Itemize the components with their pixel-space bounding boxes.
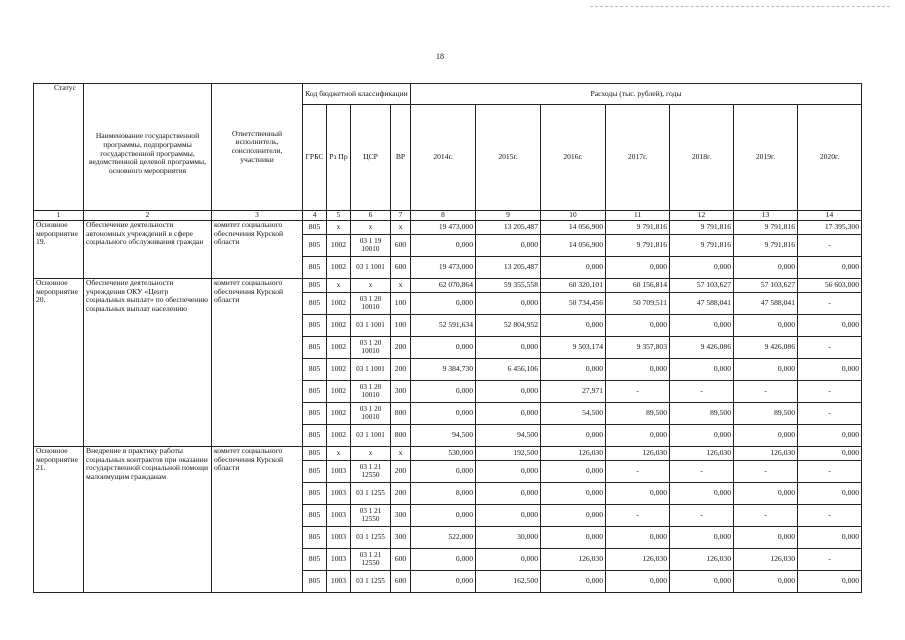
vr-cell: 300 [391,505,411,527]
grbs-cell: 805 [303,221,327,235]
column-number: 14 [798,211,862,221]
header-year-2017: 2017г. [606,105,670,211]
budget-table [33,83,862,593]
vr-cell: 600 [391,257,411,279]
expense-value-cell: 0,000 [670,257,734,279]
expense-value-cell: 0,000 [411,571,476,593]
vr-cell: 300 [391,527,411,549]
expense-value-cell: - [734,381,798,403]
expense-value-cell: 0,000 [798,527,862,549]
expense-value-cell: 56 603,000 [798,279,862,293]
expense-value-cell: 0,000 [798,571,862,593]
expense-value-cell: 0,000 [541,571,606,593]
expense-value-cell: 530,000 [411,447,476,461]
expense-value-cell: 0,000 [411,461,476,483]
expense-value-cell: 0,000 [541,505,606,527]
expense-value-cell: 0,000 [476,505,541,527]
vr-cell: 200 [391,483,411,505]
rzpr-cell: 1003 [327,549,351,571]
expense-value-cell: - [798,461,862,483]
expense-value-cell: 0,000 [670,571,734,593]
expense-value-cell: 0,000 [798,257,862,279]
expense-value-cell: 27,971 [541,381,606,403]
expense-value-cell: 9 426,086 [670,337,734,359]
expense-value-cell: 54,500 [541,403,606,425]
csr-cell: 03 1 20 10010 [351,337,391,359]
csr-cell: 03 1 1001 [351,315,391,337]
header-rzpr: Рз Пр [327,105,351,211]
responsible-cell: комитет социального обеспечения Курской области [212,221,303,279]
responsible-cell: комитет социального обеспечения Курской области [212,279,303,447]
csr-cell: х [351,221,391,235]
grbs-cell: 805 [303,483,327,505]
expense-value-cell: 0,000 [798,483,862,505]
expense-value-cell: 60 156,814 [606,279,670,293]
column-number: 1 [34,211,84,221]
expense-value-cell: 0,000 [541,315,606,337]
rzpr-cell: 1003 [327,571,351,593]
header-vr: ВР [391,105,411,211]
expense-value-cell: 0,000 [606,257,670,279]
program-name-cell: Обеспечение деятельности учреждения ОКУ «Центр социальных выплат» по обеспечению социальных выплат населению [84,279,212,447]
expense-value-cell: - [798,337,862,359]
expense-value-cell: 126,030 [734,549,798,571]
vr-cell: 600 [391,235,411,257]
expense-value-cell: 0,000 [734,527,798,549]
expense-value-cell: 52 591,634 [411,315,476,337]
vr-cell: 800 [391,425,411,447]
csr-cell: 03 1 21 12550 [351,505,391,527]
expense-value-cell: 0,000 [734,315,798,337]
expense-value-cell: 17 395,300 [798,221,862,235]
grbs-cell: 805 [303,505,327,527]
expense-value-cell: 50 709,511 [606,293,670,315]
expense-value-cell: 9 791,816 [606,235,670,257]
expense-value-cell: 30,000 [476,527,541,549]
expense-value-cell: 59 355,558 [476,279,541,293]
header-year-2016: 2016г. [541,105,606,211]
expense-value-cell: 0,000 [411,293,476,315]
expense-value-cell: 0,000 [476,293,541,315]
expense-value-cell: 0,000 [606,315,670,337]
header-expenses: Расходы (тыс. рублей), годы [411,84,862,105]
expense-value-cell: 9 791,816 [670,235,734,257]
expense-value-cell: 126,030 [606,549,670,571]
header-grbs: ГРБС [303,105,327,211]
expense-value-cell: - [798,235,862,257]
expense-value-cell: 0,000 [606,359,670,381]
expense-value-cell: 0,000 [411,235,476,257]
expense-value-cell: 0,000 [606,527,670,549]
expense-value-cell: 0,000 [411,549,476,571]
expense-value-cell: 0,000 [411,337,476,359]
expense-value-cell: - [798,381,862,403]
expense-value-cell: 0,000 [670,425,734,447]
expense-value-cell: 9 791,816 [734,221,798,235]
expense-value-cell: 126,030 [670,549,734,571]
expense-value-cell: 0,000 [606,425,670,447]
vr-cell: 200 [391,337,411,359]
column-number: 7 [391,211,411,221]
expense-value-cell: 60 320,101 [541,279,606,293]
table-row [34,279,862,293]
column-number: 2 [84,211,212,221]
header-csr: ЦСР [351,105,391,211]
expense-value-cell: 0,000 [541,527,606,549]
status-cell: Основное мероприятие 20. [34,279,84,447]
expense-value-cell: 9 791,816 [606,221,670,235]
expense-value-cell: 0,000 [411,505,476,527]
expense-value-cell: 9 791,816 [670,221,734,235]
expense-value-cell: 0,000 [734,257,798,279]
table-body [34,211,862,593]
vr-cell: х [391,447,411,461]
expense-value-cell: 89,500 [670,403,734,425]
expense-value-cell: - [798,549,862,571]
rzpr-cell: 1002 [327,235,351,257]
header-status: Статус [34,84,84,211]
expense-value-cell: 0,000 [541,359,606,381]
expense-value-cell: 19 473,000 [411,221,476,235]
column-number: 8 [411,211,476,221]
grbs-cell: 805 [303,461,327,483]
expense-value-cell: 9 503,174 [541,337,606,359]
expense-value-cell: - [798,293,862,315]
expense-value-cell: 126,030 [541,549,606,571]
expense-value-cell: 89,500 [734,403,798,425]
grbs-cell: 805 [303,279,327,293]
rzpr-cell: х [327,279,351,293]
expense-value-cell: 57 103,627 [734,279,798,293]
column-number: 5 [327,211,351,221]
status-cell: Основное мероприятие 19. [34,221,84,279]
expense-value-cell: - [606,505,670,527]
vr-cell: 200 [391,359,411,381]
expense-value-cell: 9 384,730 [411,359,476,381]
grbs-cell: 805 [303,527,327,549]
grbs-cell: 805 [303,381,327,403]
expense-value-cell: - [606,381,670,403]
rzpr-cell: 1003 [327,505,351,527]
expense-value-cell: 9 791,816 [734,235,798,257]
expense-value-cell: 0,000 [476,403,541,425]
expense-value-cell: 0,000 [476,483,541,505]
grbs-cell: 805 [303,425,327,447]
header-year-2020: 2020г. [798,105,862,211]
expense-value-cell: 0,000 [476,461,541,483]
csr-cell: 03 1 20 10010 [351,293,391,315]
expense-value-cell: 50 734,456 [541,293,606,315]
expense-value-cell: 47 588,041 [734,293,798,315]
expense-value-cell: 89,500 [606,403,670,425]
expense-value-cell: 8,000 [411,483,476,505]
expense-value-cell: 0,000 [476,337,541,359]
expense-value-cell: 14 056,900 [541,221,606,235]
expense-value-cell: 0,000 [670,483,734,505]
expense-value-cell: 13 205,487 [476,221,541,235]
expense-value-cell: 0,000 [541,425,606,447]
expense-value-cell: - [670,461,734,483]
grbs-cell: 805 [303,359,327,381]
expense-value-cell: 0,000 [476,549,541,571]
expense-value-cell: 0,000 [734,359,798,381]
column-number: 11 [606,211,670,221]
header-budget-code: Код бюджетной классификации [303,84,411,105]
expense-value-cell: 126,030 [606,447,670,461]
csr-cell: х [351,279,391,293]
rzpr-cell: 1003 [327,527,351,549]
csr-cell: 03 1 21 12550 [351,461,391,483]
expense-value-cell: - [798,505,862,527]
rzpr-cell: х [327,447,351,461]
column-number: 3 [212,211,303,221]
expense-value-cell: 0,000 [476,381,541,403]
vr-cell: 300 [391,381,411,403]
vr-cell: х [391,221,411,235]
csr-cell: 03 1 1255 [351,527,391,549]
grbs-cell: 805 [303,315,327,337]
expense-value-cell: 94,500 [411,425,476,447]
expense-value-cell: - [798,403,862,425]
expense-value-cell: 0,000 [670,359,734,381]
expense-value-cell: 57 103,627 [670,279,734,293]
expense-value-cell: 522,000 [411,527,476,549]
vr-cell: 200 [391,461,411,483]
expense-value-cell: 0,000 [541,257,606,279]
expense-value-cell: 0,000 [606,571,670,593]
expense-value-cell: 0,000 [670,527,734,549]
grbs-cell: 805 [303,549,327,571]
program-name-cell: Обеспечение деятельности автономных учреждений в сфере социального обслуживания граждан [84,221,212,279]
column-number: 4 [303,211,327,221]
grbs-cell: 805 [303,337,327,359]
expense-value-cell: 47 588,041 [670,293,734,315]
table-row [34,447,862,461]
expense-value-cell: 6 456,106 [476,359,541,381]
expense-value-cell: 9 357,803 [606,337,670,359]
expense-value-cell: 52 804,952 [476,315,541,337]
program-name-cell: Внедрение в практику работы социальных контрактов при оказании государственной социальной помощи малоимущим гражданам [84,447,212,593]
header-responsible: Ответственный исполнитель, соисполнители, участники [212,84,303,211]
expense-value-cell: 0,000 [670,315,734,337]
column-number: 10 [541,211,606,221]
rzpr-cell: 1002 [327,315,351,337]
expense-value-cell: 19 473,000 [411,257,476,279]
rzpr-cell: 1002 [327,337,351,359]
column-number-row [34,211,862,221]
top-edge-line [590,6,890,8]
csr-cell: 03 1 1255 [351,571,391,593]
rzpr-cell: 1002 [327,381,351,403]
header-year-2014: 2014г. [411,105,476,211]
grbs-cell: 805 [303,447,327,461]
expense-value-cell: 9 426,086 [734,337,798,359]
csr-cell: 03 1 20 10010 [351,403,391,425]
expense-value-cell: 0,000 [411,403,476,425]
vr-cell: 600 [391,549,411,571]
grbs-cell: 805 [303,293,327,315]
expense-value-cell: 62 070,864 [411,279,476,293]
rzpr-cell: 1003 [327,483,351,505]
expense-value-cell: 0,000 [541,483,606,505]
expense-value-cell: 162,500 [476,571,541,593]
vr-cell: 100 [391,315,411,337]
vr-cell: х [391,279,411,293]
expense-value-cell: 0,000 [798,447,862,461]
grbs-cell: 805 [303,403,327,425]
expense-value-cell: 0,000 [798,425,862,447]
column-number: 13 [734,211,798,221]
expense-value-cell: 126,030 [670,447,734,461]
vr-cell: 800 [391,403,411,425]
expense-value-cell: 94,500 [476,425,541,447]
expense-value-cell: 14 056,900 [541,235,606,257]
expense-value-cell: 0,000 [606,483,670,505]
expense-value-cell: 13 205,487 [476,257,541,279]
grbs-cell: 805 [303,235,327,257]
expense-value-cell: 0,000 [476,235,541,257]
header-name: Наименование государственной программы, подпрограммы государственной программы, ведомственной целевой программы, основного мероприятия [84,84,212,211]
expense-value-cell: 0,000 [734,571,798,593]
header-year-2018: 2018г. [670,105,734,211]
column-number: 6 [351,211,391,221]
csr-cell: х [351,447,391,461]
expense-value-cell: - [670,505,734,527]
rzpr-cell: 1002 [327,359,351,381]
rzpr-cell: 1003 [327,461,351,483]
expense-value-cell: - [734,461,798,483]
expense-value-cell: - [734,505,798,527]
rzpr-cell: 1002 [327,257,351,279]
expense-value-cell: 126,030 [734,447,798,461]
vr-cell: 600 [391,571,411,593]
expense-value-cell: 0,000 [734,425,798,447]
csr-cell: 03 1 1001 [351,257,391,279]
csr-cell: 03 1 20 10010 [351,381,391,403]
expense-value-cell: 0,000 [734,483,798,505]
expense-value-cell: 192,500 [476,447,541,461]
csr-cell: 03 1 1255 [351,483,391,505]
expense-value-cell: - [670,381,734,403]
rzpr-cell: 1002 [327,293,351,315]
expense-value-cell: 0,000 [798,359,862,381]
rzpr-cell: 1002 [327,403,351,425]
expense-value-cell: - [606,461,670,483]
csr-cell: 03 1 1001 [351,425,391,447]
expense-value-cell: 0,000 [541,461,606,483]
responsible-cell: комитет социального обеспечения Курской области [212,447,303,593]
rzpr-cell: 1002 [327,425,351,447]
grbs-cell: 805 [303,257,327,279]
column-number: 12 [670,211,734,221]
column-number: 9 [476,211,541,221]
grbs-cell: 805 [303,571,327,593]
table-row [34,221,862,235]
page-number: 18 [436,52,444,61]
expense-value-cell: 0,000 [798,315,862,337]
vr-cell: 100 [391,293,411,315]
status-cell: Основное мероприятие 21. [34,447,84,593]
rzpr-cell: х [327,221,351,235]
header-year-2019: 2019г. [734,105,798,211]
csr-cell: 03 1 19 10010 [351,235,391,257]
csr-cell: 03 1 21 12550 [351,549,391,571]
header-year-2015: 2015г. [476,105,541,211]
header-row-1 [34,84,862,105]
csr-cell: 03 1 1001 [351,359,391,381]
expense-value-cell: 0,000 [411,381,476,403]
expense-value-cell: 126,030 [541,447,606,461]
